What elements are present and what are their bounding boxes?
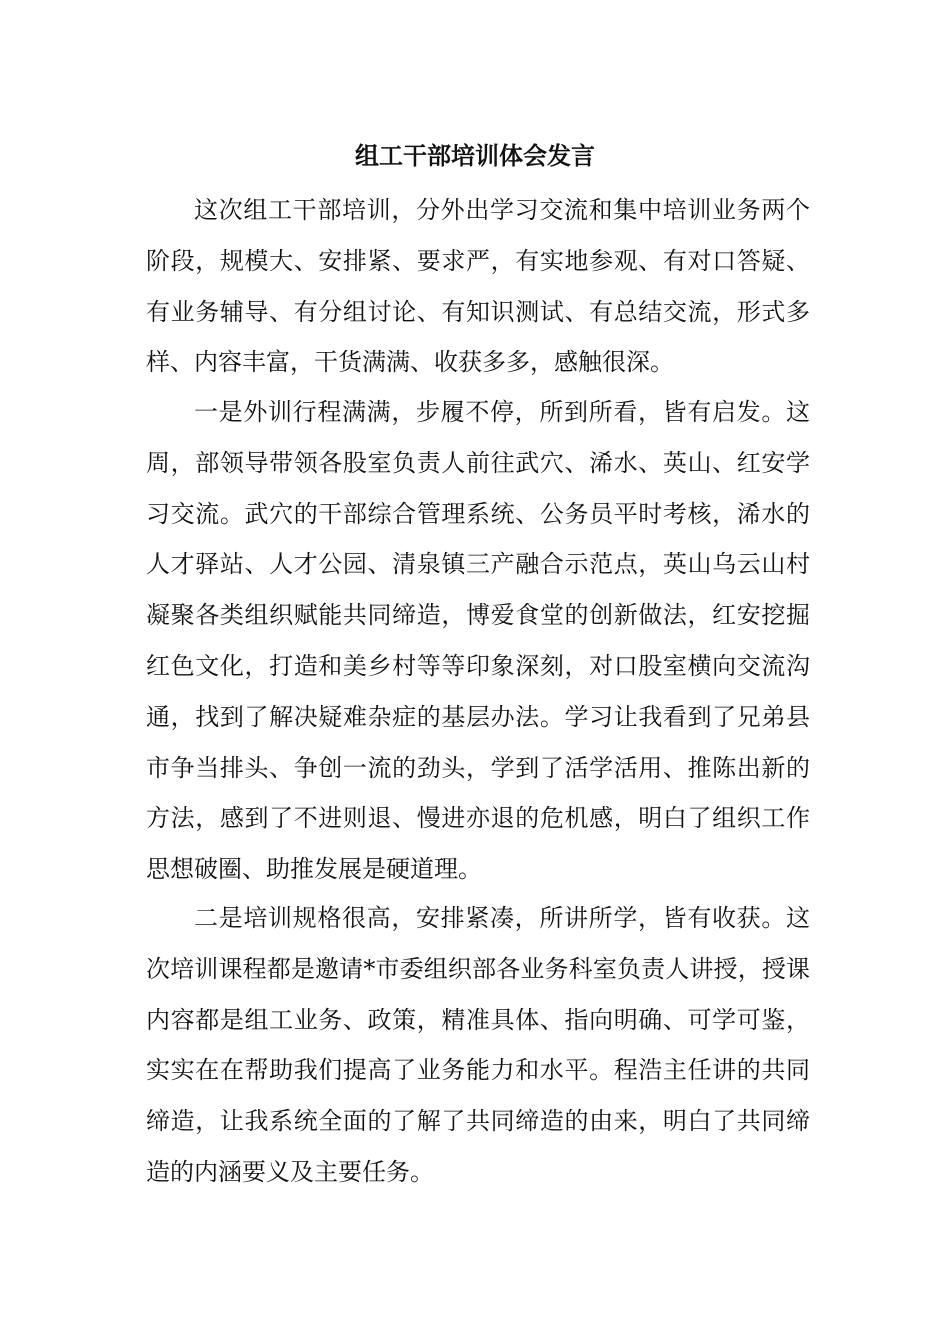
text-line: 方法，感到了不进则退、慢进亦退的危机感，明白了组织工作 [146, 804, 810, 833]
text-line: 阶段，规模大、安排紧、要求严，有实地参观、有对口答疑、 [146, 246, 810, 275]
text-line: 凝聚各类组织赋能共同缔造，博爱食堂的创新做法，红安挖掘 [146, 601, 810, 630]
text-line: 红色文化，打造和美乡村等等印象深刻，对口股室横向交流沟 [146, 651, 810, 680]
text-line: 次培训课程都是邀请*市委组织部各业务科室负责人讲授，授课 [146, 954, 810, 983]
text-line: 这次组工干部培训，分外出学习交流和集中培训业务两个 [194, 196, 810, 224]
paragraph-intro [146, 185, 810, 388]
text-line: 通，找到了解决疑难杂症的基层办法。学习让我看到了兄弟县 [146, 702, 810, 731]
paragraph-training-courses [146, 893, 810, 1198]
text-line: 实实在在帮助我们提高了业务能力和水平。程浩主任讲的共同 [146, 1056, 810, 1085]
text-line: 一是外训行程满满，步履不停，所到所看，皆有启发。这 [194, 398, 810, 426]
text-line: 思想破圈、助推发展是硬道理。 [146, 855, 482, 884]
text-line: 习交流。武穴的干部综合管理系统、公务员平时考核，浠水的 [146, 499, 810, 528]
text-line: 样、内容丰富，干货满满、收获多多，感触很深。 [146, 348, 674, 377]
text-line: 内容都是组工业务、政策，精准具体、指向明确、可学可鉴， [146, 1005, 810, 1034]
text-line: 二是培训规格很高，安排紧凑，所讲所学，皆有收获。这 [194, 904, 810, 932]
document-title: 组工干部培训体会发言 [355, 142, 595, 170]
text-line: 缔造，让我系统全面的了解了共同缔造的由来，明白了共同缔 [146, 1107, 810, 1136]
text-line: 周，部领导带领各股室负责人前往武穴、浠水、英山、红安学 [146, 448, 810, 477]
paragraph-external-training [146, 387, 810, 895]
text-line: 有业务辅导、有分组讨论、有知识测试、有总结交流，形式多 [146, 297, 810, 326]
text-line: 造的内涵要义及主要任务。 [146, 1157, 434, 1186]
text-line: 市争当排头、争创一流的劲头，学到了活学活用、推陈出新的 [146, 753, 810, 782]
text-line: 人才驿站、人才公园、清泉镇三产融合示范点，英山乌云山村 [146, 550, 810, 579]
